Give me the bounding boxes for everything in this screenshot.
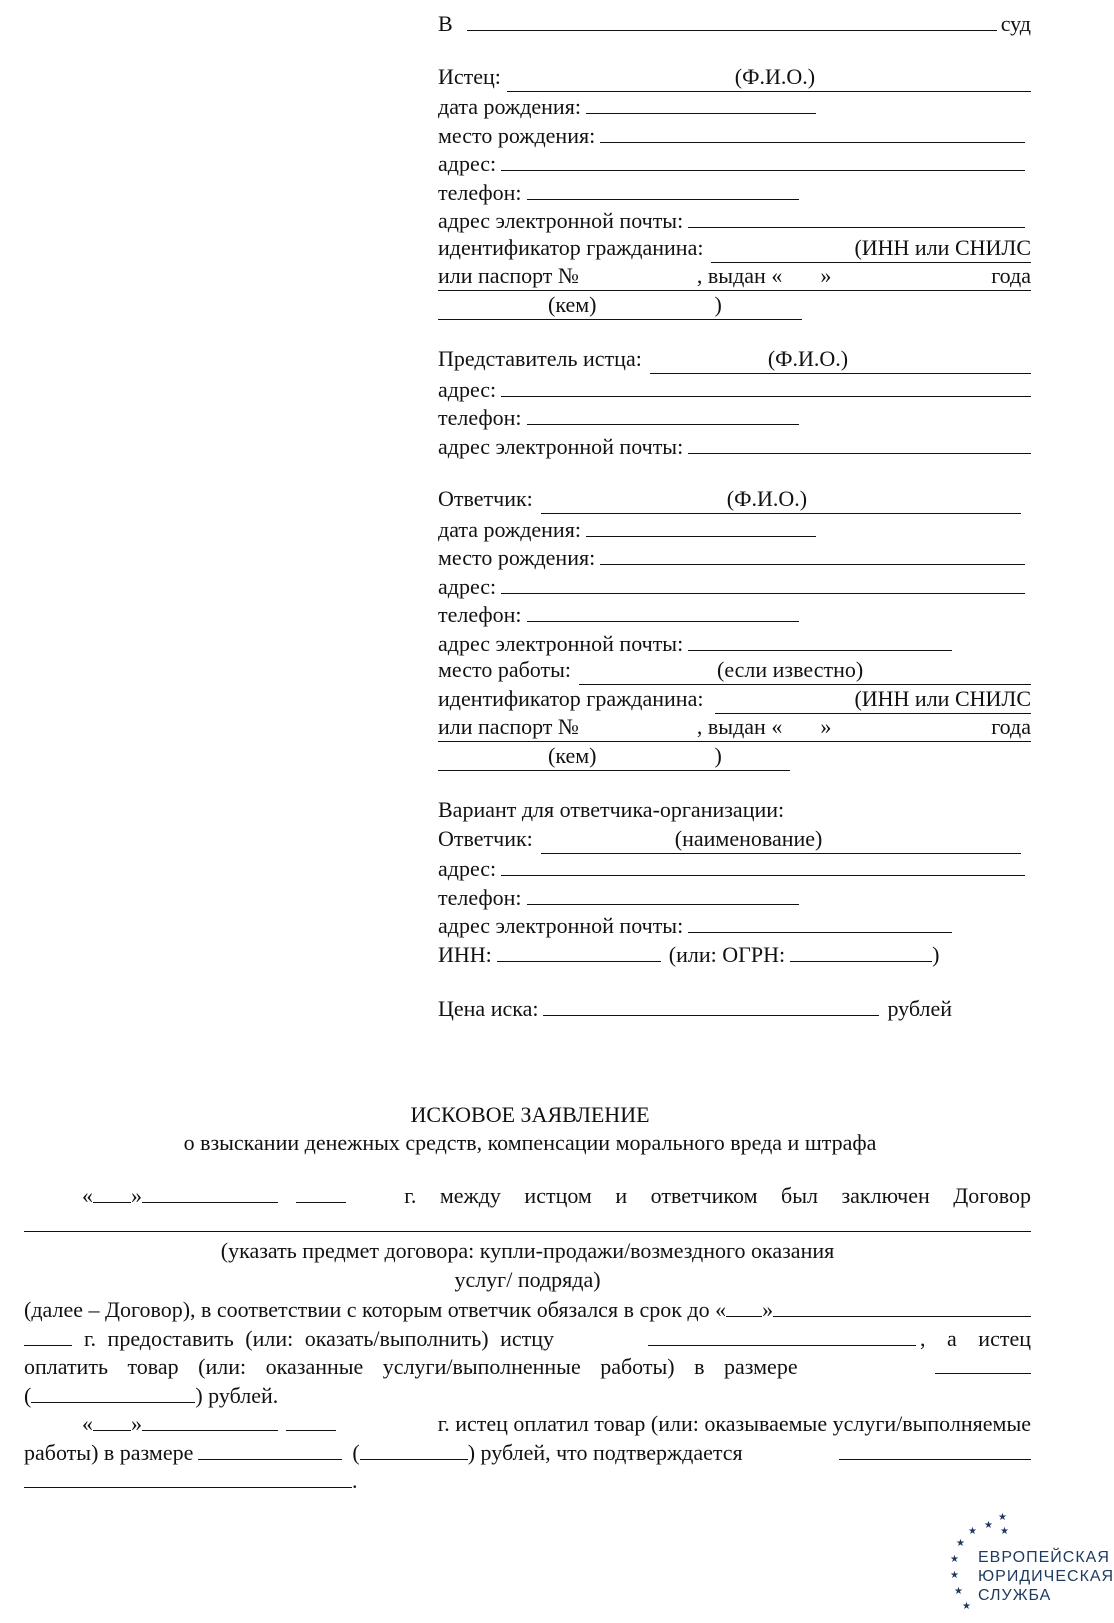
- by-whom-underlined: [438, 742, 790, 771]
- quote-close: »: [131, 1183, 142, 1208]
- court-prefix: В: [438, 11, 453, 36]
- field-label: место рождения:: [438, 122, 596, 148]
- body-line-7: [24, 1408, 1031, 1437]
- field-blank: [600, 542, 1025, 565]
- contract-hint-1: (указать предмет договора: купли-продажи/возмездного оказания: [220, 1238, 835, 1263]
- issued-label: , выдан «: [696, 714, 783, 739]
- field-label: адрес электронной почты:: [438, 433, 684, 459]
- field-label: адрес:: [438, 573, 497, 599]
- id-hint: (ИНН или СНИЛС: [854, 234, 1031, 260]
- defendant-work-blank: [579, 656, 1031, 685]
- svg-text:★: ★: [1000, 1526, 1009, 1537]
- organization-name-hint: (наименование): [674, 825, 823, 851]
- body-line-6: [24, 1380, 1031, 1409]
- deadline-year-blank: [24, 1323, 72, 1346]
- svg-text:★: ★: [984, 1520, 993, 1531]
- defendant-id-blank: [715, 685, 1031, 714]
- organization-address: [438, 853, 1031, 882]
- plaintiff-birth-place: [438, 120, 1031, 149]
- deadline-day-blank: [726, 1294, 762, 1317]
- p2-rub: ) рублей, что подтверждается: [467, 1439, 743, 1465]
- p1-pay: оплатить товар (или: оказанные услуги/выполненные работы) в размере: [24, 1354, 798, 1379]
- open-paren: (: [352, 1439, 360, 1465]
- court-line: [438, 8, 1031, 37]
- field-label: телефон:: [438, 884, 522, 910]
- plaintiff-id: [438, 234, 1031, 263]
- plaintiff-by-whom: [438, 291, 1031, 320]
- field-blank: [527, 177, 799, 200]
- organization-label: Ответчик:: [438, 825, 533, 851]
- representative-address: [438, 374, 1031, 403]
- inn-blank: [497, 939, 661, 962]
- plaintiff-label: Истец:: [438, 63, 501, 89]
- ogrn-label: (или: ОГРН:: [668, 941, 786, 967]
- p1-and: , а истец: [920, 1325, 1031, 1351]
- document-body: [24, 1180, 1031, 1494]
- body-line-3: [24, 1294, 1031, 1323]
- day-blank: [93, 1180, 131, 1203]
- close-paren: ): [714, 742, 722, 768]
- logo-line-1: ЕВРОПЕЙСКАЯ: [978, 1549, 1110, 1566]
- issued-close: »: [820, 714, 832, 739]
- year-label: года: [991, 263, 1031, 288]
- deadline-month-blank: [773, 1294, 1031, 1317]
- plaintiff-id-blank: [711, 234, 1031, 263]
- representative-phone: [438, 402, 1031, 431]
- plaintiff-email: [438, 205, 1031, 234]
- field-blank: [688, 910, 952, 933]
- logo-line-3: СЛУЖБА: [978, 1587, 1052, 1604]
- field-blank: [600, 120, 1025, 143]
- p1-provide: г. предоставить (или: оказать/выполнить) истцу: [84, 1325, 555, 1351]
- field-label: адрес:: [438, 376, 497, 402]
- goods-blank: [648, 1323, 916, 1346]
- field-blank: [501, 853, 1025, 876]
- body-hint-1: [24, 1237, 1031, 1266]
- defendant-phone: [438, 599, 1031, 628]
- organization-variant: [438, 796, 1031, 825]
- representative-label: Представитель истца:: [438, 346, 642, 371]
- body-hint-2: [24, 1266, 1031, 1295]
- issued-label: , выдан «: [696, 263, 783, 288]
- svg-text:★: ★: [954, 1586, 963, 1597]
- header-block: [438, 8, 1031, 1022]
- year-label: года: [991, 714, 1031, 739]
- by-whom-underlined: [438, 291, 802, 320]
- field-blank: [501, 148, 1025, 171]
- body-line-5: [24, 1351, 1031, 1380]
- ogrn-blank: [790, 939, 932, 962]
- title-main: ИСКОВОЕ ЗАЯВЛЕНИЕ: [410, 1102, 650, 1127]
- proof-cont-blank: [24, 1465, 352, 1488]
- claim-price-blank: [543, 993, 879, 1016]
- quote-close: »: [131, 1411, 142, 1436]
- field-blank: [527, 402, 799, 425]
- body-line-2: [24, 1209, 1031, 1238]
- svg-text:★: ★: [950, 1570, 959, 1581]
- pay-month-blank: [142, 1408, 278, 1431]
- organization-name-blank: [541, 825, 1021, 854]
- amount-words-blank: [31, 1380, 195, 1403]
- inn-label: ИНН:: [438, 941, 492, 967]
- id-hint: (ИНН или СНИЛС: [854, 685, 1031, 711]
- representative-fio-blank: [650, 345, 1031, 374]
- claim-price: [438, 993, 1031, 1022]
- field-label: телефон:: [438, 179, 522, 205]
- close-paren: ): [714, 291, 722, 317]
- quote-open: «: [82, 1183, 93, 1208]
- year-blank: [296, 1180, 346, 1203]
- field-blank: [586, 514, 816, 537]
- issued-close: »: [820, 263, 832, 288]
- organization-inn: [438, 939, 1031, 968]
- passport-underlined: [438, 713, 1031, 742]
- defendant-line: [438, 485, 1031, 514]
- field-blank: [688, 628, 952, 651]
- defendant-passport: [438, 713, 1031, 742]
- field-label: адрес электронной почты:: [438, 208, 684, 233]
- svg-text:★: ★: [998, 1512, 1007, 1523]
- proof-blank: [839, 1437, 1031, 1460]
- defendant-address: [438, 571, 1031, 600]
- p2-cont: работы) в размере: [24, 1439, 194, 1465]
- by-whom-hint: (кем): [548, 291, 597, 317]
- field-blank: [688, 431, 1031, 454]
- plaintiff-phone: [438, 177, 1031, 206]
- p1-cont: (далее – Договор), в соответствии с которым ответчик обязался в срок до «: [24, 1297, 727, 1322]
- variant-label: Вариант для ответчика-организации:: [438, 797, 785, 822]
- ogrn-close: ): [932, 941, 940, 967]
- quote-close: »: [762, 1297, 774, 1322]
- period: .: [352, 1468, 358, 1493]
- defendant-label: Ответчик:: [438, 486, 533, 511]
- field-blank: [586, 91, 816, 114]
- field-label: телефон:: [438, 405, 522, 430]
- pay-day-blank: [93, 1408, 131, 1431]
- claim-price-currency: рублей: [887, 996, 953, 1021]
- defendant-id: [438, 685, 1031, 714]
- court-blank: [467, 8, 997, 31]
- claim-price-label: Цена иска:: [438, 996, 539, 1021]
- defendant-birth-date: [438, 514, 1031, 543]
- organization-phone: [438, 882, 1031, 911]
- open-paren: (: [24, 1382, 32, 1408]
- field-blank: [527, 599, 799, 622]
- plaintiff-passport: [438, 262, 1031, 291]
- field-label: место рождения:: [438, 545, 596, 570]
- svg-text:★: ★: [956, 1538, 965, 1549]
- organization-line: [438, 825, 1031, 854]
- body-line-9: [24, 1465, 1031, 1494]
- month-blank: [142, 1180, 278, 1203]
- pay-year-blank: [286, 1408, 336, 1431]
- field-blank: [688, 205, 1025, 228]
- field-label: адрес:: [438, 856, 497, 881]
- passport-label: или паспорт №: [438, 263, 579, 288]
- organization-email: [438, 910, 1031, 939]
- field-label: адрес электронной почты:: [438, 630, 684, 656]
- defendant-fio-hint: (Ф.И.О.): [726, 486, 808, 511]
- field-label: идентификатор гражданина:: [438, 685, 704, 711]
- field-label: адрес электронной почты:: [438, 913, 684, 938]
- paid-amount-blank: [198, 1437, 342, 1460]
- defendant-by-whom: [438, 742, 1031, 771]
- field-label: место работы:: [438, 657, 571, 682]
- by-whom-hint: (кем): [548, 742, 597, 768]
- svg-text:★: ★: [962, 1601, 971, 1612]
- representative-fio-hint: (Ф.И.О.): [767, 346, 849, 371]
- p2-text: г. истец оплатил товар (или: оказываемые услуги/выполняемые: [437, 1411, 1031, 1436]
- plaintiff-line: [438, 63, 1031, 92]
- plaintiff-fio-hint: (Ф.И.О.): [734, 63, 816, 89]
- representative-line: [438, 345, 1031, 374]
- svg-text:★: ★: [950, 1554, 959, 1565]
- logo-text: [978, 1548, 1114, 1605]
- defendant-email: [438, 628, 1031, 657]
- paid-words-blank: [360, 1437, 468, 1460]
- p1-text: г. между истцом и ответчиком был заключен Договор: [404, 1183, 1031, 1208]
- title-sub: о взыскании денежных средств, компенсации морального вреда и штрафа: [183, 1130, 877, 1155]
- logo-line-2: ЮРИДИЧЕСКАЯ: [978, 1568, 1114, 1585]
- representative-email: [438, 431, 1031, 460]
- body-line-4: [24, 1323, 1031, 1352]
- svg-text:★: ★: [968, 1526, 977, 1537]
- passport-underlined: [438, 262, 1031, 291]
- company-logo: [948, 1512, 1114, 1623]
- work-hint: (если известно): [717, 657, 864, 682]
- passport-label: или паспорт №: [438, 714, 579, 739]
- field-label: дата рождения:: [438, 516, 581, 542]
- field-blank: [527, 882, 799, 905]
- contract-hint-2: услуг/ подряда): [454, 1266, 601, 1292]
- field-label: адрес:: [438, 151, 497, 176]
- field-blank: [501, 571, 1025, 594]
- amount-blank: [935, 1351, 1031, 1374]
- defendant-birth-place: [438, 542, 1031, 571]
- field-label: дата рождения:: [438, 94, 581, 119]
- body-line-1: [24, 1180, 1031, 1209]
- p1-rub: ) рублей.: [195, 1382, 279, 1408]
- body-line-8: [24, 1437, 1031, 1466]
- contract-subject-blank: [24, 1209, 1031, 1232]
- plaintiff-address: [438, 148, 1031, 177]
- defendant-fio-blank: [541, 485, 1021, 514]
- quote-open: «: [82, 1411, 93, 1436]
- defendant-work: [438, 656, 1031, 685]
- court-suffix: суд: [1000, 11, 1031, 36]
- field-label: телефон:: [438, 602, 522, 627]
- plaintiff-fio-blank: [507, 63, 1031, 92]
- field-blank: [501, 374, 1031, 397]
- plaintiff-birth-date: [438, 91, 1031, 120]
- field-label: идентификатор гражданина:: [438, 234, 704, 260]
- document-title: [0, 1101, 1060, 1157]
